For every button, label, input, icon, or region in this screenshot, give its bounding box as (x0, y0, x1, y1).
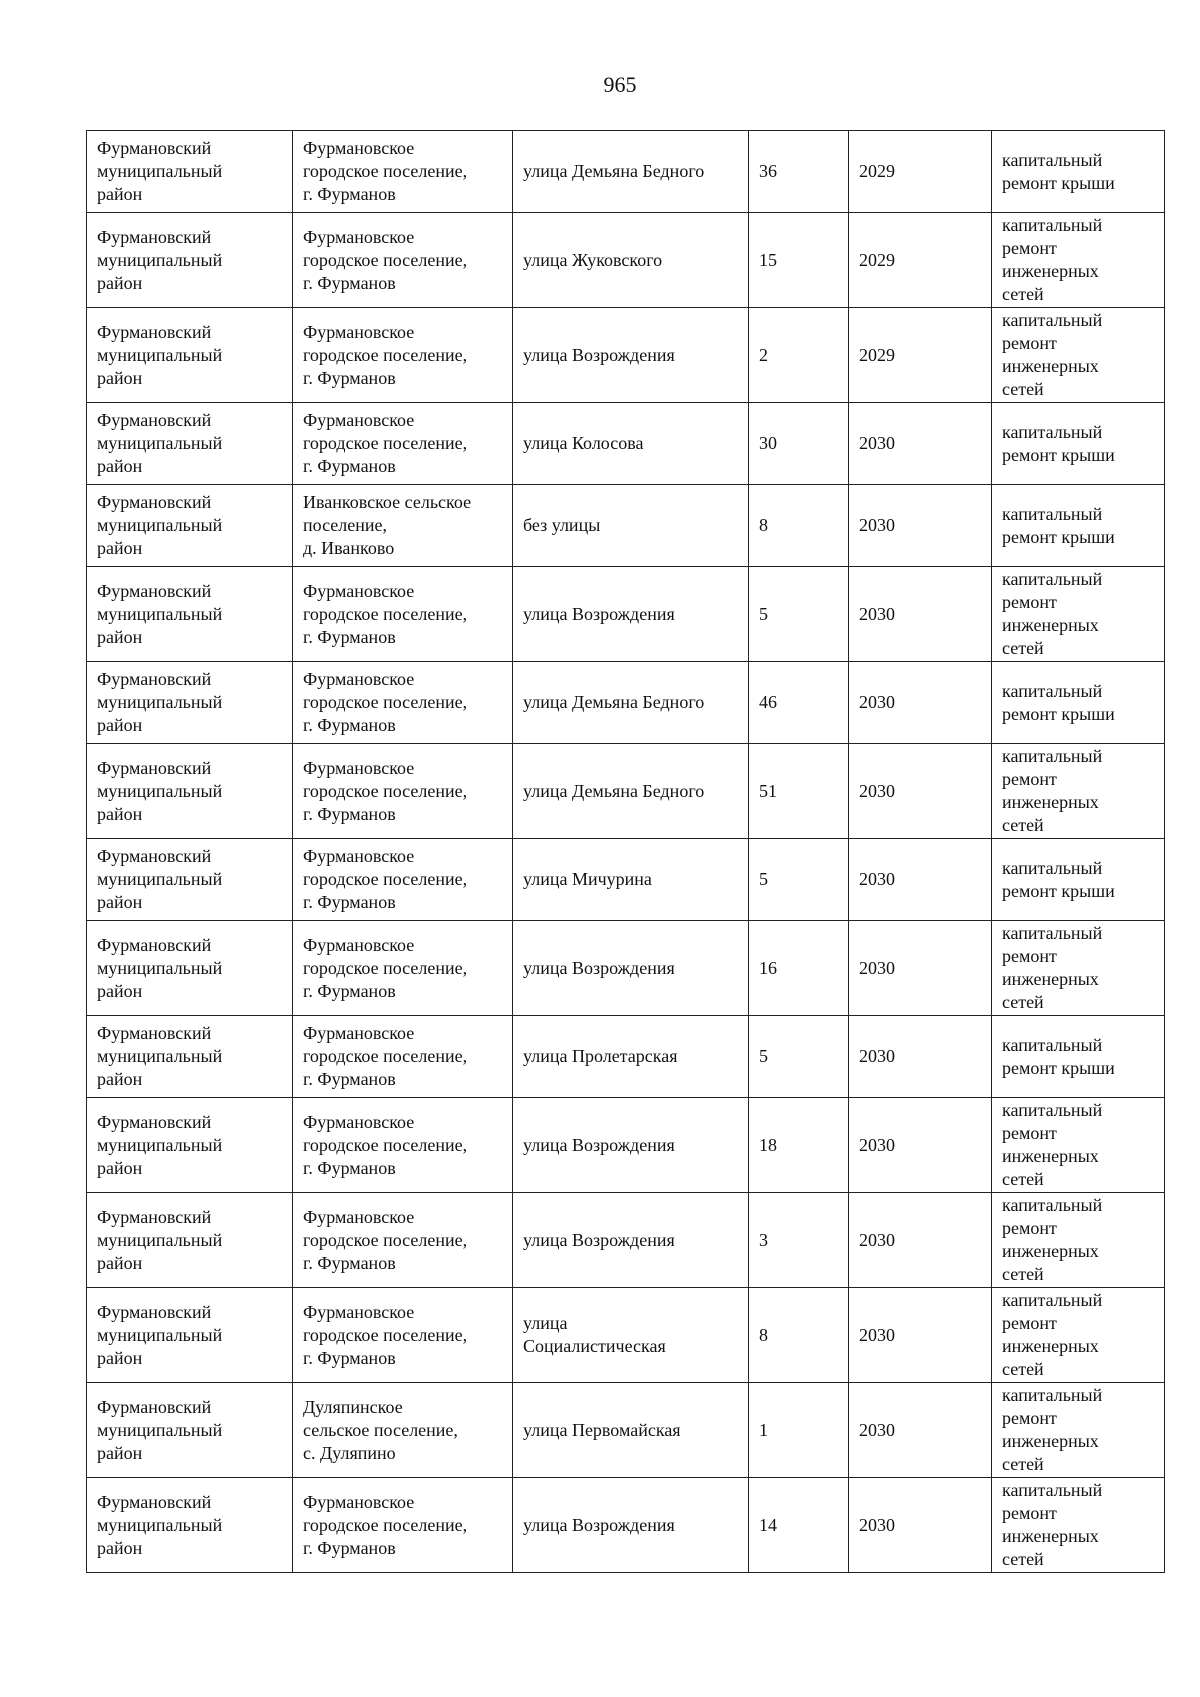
cell-work-type (992, 1098, 1165, 1193)
table-row (87, 213, 1165, 308)
cell-settlement-line: городское поселение, (303, 1229, 468, 1250)
cell-house-number: 14 (749, 1478, 849, 1573)
cell-settlement-line: г. Фурманов (303, 1252, 396, 1273)
cell-district-line: Фурмановский (97, 1206, 212, 1227)
cell-street-line: улица Демьяна Бедного (523, 161, 705, 181)
cell-street-line: улица Колосова (523, 433, 644, 453)
cell-settlement-line: г. Фурманов (303, 892, 396, 912)
cell-work-type-line: капитальный (1002, 746, 1103, 766)
cell-street (513, 1098, 749, 1193)
cell-street (513, 921, 749, 1016)
cell-work-type-line: сетей (1002, 1454, 1044, 1474)
cell-work-type-line: капитальный (1002, 569, 1103, 589)
cell-work-type (992, 921, 1165, 1016)
cell-settlement-line: г. Фурманов (303, 456, 396, 476)
cell-work-type-line: капитальный (1002, 680, 1103, 701)
cell-work-type-line: ремонт крыши (1002, 444, 1115, 465)
cell-work-type-line: инженерных (1002, 1431, 1099, 1451)
cell-work-type-line: сетей (1002, 1264, 1044, 1284)
cell-house-number: 1 (749, 1383, 849, 1478)
cell-settlement-line: Фурмановское (303, 1491, 415, 1512)
cell-street-line: улица (523, 1313, 568, 1333)
cell-work-type (992, 403, 1165, 485)
cell-work-type-line: ремонт (1002, 1503, 1057, 1523)
cell-work-type-line: сетей (1002, 992, 1044, 1012)
cell-house-number: 8 (749, 485, 849, 567)
cell-street-line: улица Демьяна Бедного (523, 692, 705, 712)
cell-work-type-line: сетей (1002, 1359, 1044, 1379)
cell-settlement (293, 839, 513, 921)
cell-work-type-line: инженерных (1002, 261, 1099, 281)
cell-settlement (293, 1478, 513, 1573)
table-row (87, 662, 1165, 744)
cell-settlement-line: Фурмановское (303, 226, 415, 247)
cell-district-line: Фурмановский (97, 580, 212, 601)
cell-settlement-line: г. Фурманов (303, 803, 396, 824)
table-row (87, 1478, 1165, 1573)
cell-settlement (293, 1193, 513, 1288)
cell-district-line: Фурмановский (97, 1396, 212, 1417)
cell-street (513, 213, 749, 308)
cell-settlement-line: городское поселение, (303, 869, 468, 889)
cell-settlement (293, 1016, 513, 1098)
table-row (87, 921, 1165, 1016)
cell-settlement-line: г. Фурманов (303, 1069, 396, 1089)
cell-settlement-line: Иванковское сельское (303, 492, 472, 512)
cell-settlement-line: городское поселение, (303, 1134, 468, 1155)
cell-settlement-line: городское поселение, (303, 603, 468, 624)
cell-district (87, 1288, 293, 1383)
cell-work-type-line: ремонт крыши (1002, 526, 1115, 547)
cell-settlement-line: городское поселение, (303, 249, 468, 270)
cell-year: 2030 (849, 1288, 992, 1383)
cell-year: 2030 (849, 1016, 992, 1098)
cell-district-line: Фурмановский (97, 1491, 212, 1512)
cell-work-type-line: ремонт (1002, 946, 1057, 966)
cell-district (87, 839, 293, 921)
cell-settlement-line: г. Фурманов (303, 272, 396, 293)
cell-work-type-line: сетей (1002, 284, 1044, 304)
table-row (87, 308, 1165, 403)
cell-settlement-line: г. Фурманов (303, 1347, 396, 1368)
cell-work-type-line: капитальный (1002, 1195, 1103, 1215)
cell-settlement-line: городское поселение, (303, 780, 468, 801)
cell-district-line: муниципальный (97, 957, 223, 978)
cell-settlement (293, 662, 513, 744)
cell-work-type-line: ремонт крыши (1002, 172, 1115, 193)
cell-district-line: муниципальный (97, 780, 223, 801)
cell-settlement (293, 921, 513, 1016)
cell-house-number: 15 (749, 213, 849, 308)
cell-work-type (992, 1016, 1165, 1098)
cell-work-type-line: ремонт (1002, 238, 1057, 258)
cell-settlement (293, 485, 513, 567)
cell-work-type-line: инженерных (1002, 969, 1099, 989)
cell-work-type-line: капитальный (1002, 149, 1103, 170)
table-row (87, 1193, 1165, 1288)
table-row (87, 403, 1165, 485)
cell-settlement (293, 567, 513, 662)
cell-settlement (293, 403, 513, 485)
cell-street (513, 1383, 749, 1478)
cell-settlement-line: г. Фурманов (303, 367, 396, 388)
cell-work-type-line: капитальный (1002, 1034, 1103, 1055)
cell-district-line: район (97, 456, 143, 476)
cell-street (513, 839, 749, 921)
cell-street-line: улица Первомайская (523, 1419, 681, 1440)
cell-year: 2029 (849, 213, 992, 308)
cell-work-type-line: капитальный (1002, 1290, 1103, 1310)
cell-district-line: Фурмановский (97, 934, 212, 955)
cell-settlement-line: городское поселение, (303, 433, 468, 453)
cell-district-line: район (97, 1252, 143, 1273)
cell-year: 2030 (849, 744, 992, 839)
cell-work-type-line: сетей (1002, 1549, 1044, 1569)
cell-house-number: 16 (749, 921, 849, 1016)
cell-year: 2030 (849, 1478, 992, 1573)
cell-settlement-line: городское поселение, (303, 957, 468, 978)
cell-house-number: 18 (749, 1098, 849, 1193)
table-row (87, 1383, 1165, 1478)
cell-year: 2030 (849, 1193, 992, 1288)
cell-district-line: Фурмановский (97, 321, 212, 342)
cell-street-line: без улицы (523, 515, 601, 535)
cell-settlement-line: Фурмановское (303, 321, 415, 342)
cell-work-type-line: капитальный (1002, 215, 1103, 235)
cell-district (87, 1098, 293, 1193)
cell-district-line: Фурмановский (97, 226, 212, 247)
cell-house-number: 5 (749, 839, 849, 921)
cell-work-type-line: ремонт (1002, 1218, 1057, 1238)
cell-district-line: Фурмановский (97, 1301, 212, 1322)
cell-house-number: 2 (749, 308, 849, 403)
cell-work-type (992, 1288, 1165, 1383)
cell-district-line: Фурмановский (97, 410, 212, 430)
cell-work-type-line: инженерных (1002, 1241, 1099, 1261)
cell-settlement-line: Фурмановское (303, 1206, 415, 1227)
cell-settlement-line: городское поселение, (303, 1324, 468, 1345)
cell-work-type-line: инженерных (1002, 1336, 1099, 1356)
cell-work-type-line: капитальный (1002, 503, 1103, 524)
cell-work-type-line: инженерных (1002, 1526, 1099, 1546)
cell-street-line: улица Возрождения (523, 344, 675, 365)
cell-work-type-line: инженерных (1002, 1146, 1099, 1166)
table-row (87, 567, 1165, 662)
cell-work-type-line: ремонт крыши (1002, 880, 1115, 901)
cell-district-line: район (97, 803, 143, 824)
cell-settlement (293, 1288, 513, 1383)
cell-work-type-line: капитальный (1002, 1385, 1103, 1405)
cell-settlement-line: Фурмановское (303, 1301, 415, 1322)
cell-work-type (992, 485, 1165, 567)
cell-street (513, 567, 749, 662)
table-row (87, 131, 1165, 213)
cell-settlement-line: Фурмановское (303, 580, 415, 601)
cell-district-line: Фурмановский (97, 1111, 212, 1132)
page-number: 965 (603, 72, 637, 97)
cell-district (87, 308, 293, 403)
cell-work-type-line: капитальный (1002, 923, 1103, 943)
cell-street (513, 1193, 749, 1288)
cell-street (513, 1016, 749, 1098)
cell-settlement-line: Фурмановское (303, 410, 415, 430)
cell-district (87, 921, 293, 1016)
cell-work-type (992, 744, 1165, 839)
cell-settlement-line: Фурмановское (303, 1023, 415, 1043)
cell-work-type-line: ремонт (1002, 592, 1057, 612)
cell-work-type-line: капитальный (1002, 857, 1103, 878)
cell-district (87, 131, 293, 213)
cell-settlement-line: поселение, (303, 515, 388, 535)
cell-work-type-line: сетей (1002, 379, 1044, 399)
cell-district (87, 403, 293, 485)
cell-district-line: муниципальный (97, 344, 223, 365)
table-row (87, 1288, 1165, 1383)
cell-work-type-line: ремонт (1002, 1408, 1057, 1428)
cell-street-line: улица Демьяна Бедного (523, 780, 705, 801)
cell-district-line: муниципальный (97, 249, 223, 270)
cell-settlement-line: Фурмановское (303, 934, 415, 955)
cell-district (87, 1193, 293, 1288)
cell-work-type-line: ремонт крыши (1002, 703, 1115, 724)
cell-street-line: улица Возрождения (523, 1514, 675, 1535)
cell-district-line: район (97, 980, 143, 1001)
cell-settlement-line: городское поселение, (303, 1046, 468, 1066)
cell-street-line: улица Возрождения (523, 957, 675, 978)
cell-district-line: район (97, 715, 143, 735)
cell-district-line: муниципальный (97, 1046, 223, 1066)
cell-district (87, 1383, 293, 1478)
cell-district-line: район (97, 538, 143, 558)
cell-settlement-line: г. Фурманов (303, 184, 396, 204)
cell-house-number: 5 (749, 1016, 849, 1098)
cell-street-line: улица Возрождения (523, 1229, 675, 1250)
table-row (87, 1016, 1165, 1098)
cell-settlement-line: г. Фурманов (303, 980, 396, 1001)
cell-year: 2030 (849, 921, 992, 1016)
cell-district-line: муниципальный (97, 515, 223, 535)
cell-street (513, 308, 749, 403)
cell-district-line: район (97, 626, 143, 647)
cell-settlement-line: Фурмановское (303, 1111, 415, 1132)
cell-year: 2030 (849, 839, 992, 921)
cell-settlement-line: Фурмановское (303, 669, 415, 689)
cell-street-line: улица Пролетарская (523, 1046, 678, 1066)
cell-settlement-line: г. Фурманов (303, 1537, 396, 1558)
cell-district-line: район (97, 1537, 143, 1558)
cell-district-line: Фурмановский (97, 757, 212, 778)
cell-settlement (293, 308, 513, 403)
cell-work-type-line: капитальный (1002, 421, 1103, 442)
cell-work-type-line: капитальный (1002, 1100, 1103, 1120)
cell-house-number: 8 (749, 1288, 849, 1383)
cell-settlement-line: г. Фурманов (303, 715, 396, 735)
cell-settlement (293, 213, 513, 308)
cell-district-line: муниципальный (97, 1419, 223, 1440)
cell-street-line: улица Возрождения (523, 1134, 675, 1155)
cell-year: 2029 (849, 131, 992, 213)
cell-settlement-line: с. Дуляпино (303, 1442, 396, 1463)
cell-street (513, 1288, 749, 1383)
cell-district (87, 662, 293, 744)
cell-year: 2030 (849, 567, 992, 662)
cell-year: 2029 (849, 308, 992, 403)
cell-settlement-line: г. Фурманов (303, 626, 396, 647)
cell-street-line: Социалистическая (523, 1336, 666, 1356)
cell-street (513, 1478, 749, 1573)
cell-district-line: Фурмановский (97, 1023, 212, 1043)
cell-settlement-line: городское поселение, (303, 692, 468, 712)
cell-settlement-line: Фурмановское (303, 757, 415, 778)
cell-work-type-line: капитальный (1002, 310, 1103, 330)
cell-district (87, 567, 293, 662)
cell-work-type-line: ремонт (1002, 1313, 1057, 1333)
cell-work-type-line: ремонт (1002, 769, 1057, 789)
table-row (87, 485, 1165, 567)
cell-house-number: 36 (749, 131, 849, 213)
cell-work-type (992, 131, 1165, 213)
cell-street-line: улица Возрождения (523, 603, 675, 624)
cell-district-line: муниципальный (97, 869, 223, 889)
cell-work-type (992, 308, 1165, 403)
cell-house-number: 3 (749, 1193, 849, 1288)
cell-street (513, 485, 749, 567)
cell-work-type-line: инженерных (1002, 792, 1099, 812)
cell-district-line: Фурмановский (97, 492, 212, 512)
cell-district-line: район (97, 1069, 143, 1089)
cell-work-type (992, 213, 1165, 308)
cell-district-line: район (97, 1157, 143, 1178)
cell-street-line: улица Жуковского (523, 249, 663, 270)
cell-district (87, 744, 293, 839)
cell-year: 2030 (849, 403, 992, 485)
cell-work-type-line: ремонт (1002, 1123, 1057, 1143)
cell-district-line: муниципальный (97, 1514, 223, 1535)
cell-street-line: улица Мичурина (523, 869, 652, 889)
cell-settlement-line: Фурмановское (303, 138, 415, 158)
cell-work-type-line: сетей (1002, 638, 1044, 658)
cell-work-type-line: ремонт крыши (1002, 1057, 1115, 1078)
cell-street (513, 403, 749, 485)
cell-house-number: 5 (749, 567, 849, 662)
cell-work-type-line: капитальный (1002, 1480, 1103, 1500)
cell-settlement-line: д. Иванково (303, 538, 395, 558)
cell-work-type-line: инженерных (1002, 356, 1099, 376)
cell-settlement (293, 744, 513, 839)
cell-district-line: муниципальный (97, 1324, 223, 1345)
cell-work-type (992, 662, 1165, 744)
cell-settlement-line: городское поселение, (303, 161, 468, 181)
cell-settlement-line: Дуляпинское (303, 1396, 403, 1417)
cell-house-number: 51 (749, 744, 849, 839)
cell-district (87, 1478, 293, 1573)
table-row (87, 1098, 1165, 1193)
cell-district-line: район (97, 184, 143, 204)
cell-street (513, 744, 749, 839)
cell-work-type (992, 1383, 1165, 1478)
cell-work-type (992, 567, 1165, 662)
cell-district-line: муниципальный (97, 1134, 223, 1155)
cell-work-type-line: сетей (1002, 1169, 1044, 1189)
table-body (87, 131, 1165, 1573)
cell-district-line: муниципальный (97, 161, 223, 181)
cell-work-type-line: ремонт (1002, 333, 1057, 353)
cell-settlement (293, 131, 513, 213)
cell-district (87, 1016, 293, 1098)
cell-district (87, 213, 293, 308)
cell-district-line: район (97, 892, 143, 912)
cell-work-type-line: инженерных (1002, 615, 1099, 635)
cell-settlement-line: сельское поселение, (303, 1419, 458, 1440)
cell-settlement (293, 1098, 513, 1193)
cell-district-line: муниципальный (97, 1229, 223, 1250)
cell-district-line: район (97, 272, 143, 293)
cell-year: 2030 (849, 662, 992, 744)
cell-settlement (293, 1383, 513, 1478)
table-row (87, 839, 1165, 921)
table-row (87, 744, 1165, 839)
cell-settlement-line: Фурмановское (303, 846, 415, 866)
cell-settlement-line: городское поселение, (303, 1514, 468, 1535)
cell-district-line: муниципальный (97, 692, 223, 712)
cell-district-line: муниципальный (97, 433, 223, 453)
cell-work-type-line: сетей (1002, 815, 1044, 835)
cell-district-line: район (97, 1442, 143, 1463)
cell-district-line: район (97, 367, 143, 388)
cell-district (87, 485, 293, 567)
housing-repair-table (86, 130, 1165, 1573)
cell-settlement-line: г. Фурманов (303, 1157, 396, 1178)
cell-work-type (992, 1478, 1165, 1573)
cell-district-line: Фурмановский (97, 138, 212, 158)
cell-year: 2030 (849, 1098, 992, 1193)
cell-district-line: муниципальный (97, 603, 223, 624)
cell-year: 2030 (849, 485, 992, 567)
cell-work-type (992, 1193, 1165, 1288)
cell-street (513, 662, 749, 744)
cell-settlement-line: городское поселение, (303, 344, 468, 365)
cell-district-line: Фурмановский (97, 846, 212, 866)
cell-street (513, 131, 749, 213)
cell-district-line: Фурмановский (97, 669, 212, 689)
cell-house-number: 46 (749, 662, 849, 744)
cell-work-type (992, 839, 1165, 921)
cell-year: 2030 (849, 1383, 992, 1478)
cell-house-number: 30 (749, 403, 849, 485)
cell-district-line: район (97, 1347, 143, 1368)
